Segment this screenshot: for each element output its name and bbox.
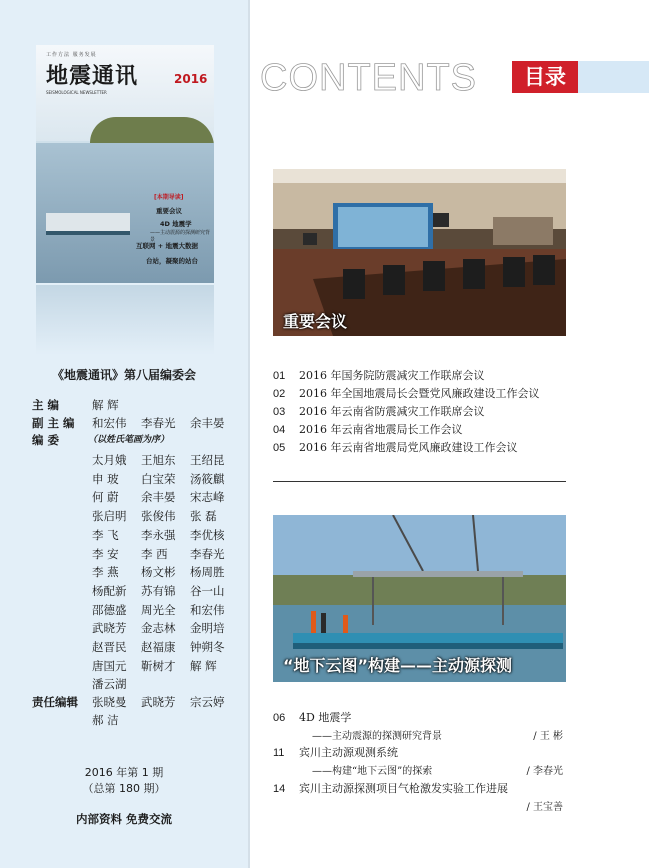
cover-english-title: SEISMOLOGICAL NEWSLETTER	[46, 90, 107, 95]
cover-item: 台站，凝聚的站台	[146, 257, 198, 265]
toc-page-number: 03	[273, 406, 286, 418]
committee-member: 杨周胜	[190, 565, 225, 580]
cover-title: 地震通讯	[46, 63, 139, 89]
toc-page-number: 01	[273, 370, 286, 382]
committee-member: 汤筱麒	[190, 471, 225, 486]
cover-guide-label: [本期导读]	[154, 194, 184, 201]
cover-reflection	[36, 285, 214, 355]
cover-item: 互联网 + 地震大数据	[136, 242, 198, 250]
members-label: 编 委	[32, 433, 60, 447]
toc-page-number: 02	[273, 388, 286, 400]
committee-member: 武晓芳	[92, 621, 127, 636]
committee-member: 杨配新	[92, 583, 127, 598]
cover-slogan: 工作方法 服务发展	[46, 52, 97, 58]
section-divider	[273, 481, 566, 482]
toc-item[interactable]	[273, 367, 485, 383]
toc-subtitle: ——构建“地下云图”的探索	[312, 766, 433, 777]
toc-author: / 王宝善	[526, 802, 563, 813]
committee-member: 王旭东	[141, 453, 176, 467]
magazine-cover	[36, 45, 214, 283]
toc-title: 2016 年国务院防震减灾工作联席会议	[299, 369, 485, 382]
toc-item[interactable]	[273, 744, 398, 760]
contents-heading: CONTENTS	[260, 57, 477, 99]
committee-member: 太月娥	[92, 453, 127, 467]
toc-page-number: 05	[273, 442, 286, 454]
committee-member: 张俊伟	[141, 509, 176, 524]
toc-page-number: 06	[273, 712, 286, 724]
chief-editor-label: 主 编	[32, 398, 60, 412]
committee-member: 赵福康	[141, 640, 176, 654]
toc-item[interactable]	[273, 385, 540, 401]
committee-member: 唐国元	[92, 658, 127, 673]
committee-member: 钟朔冬	[190, 640, 225, 654]
committee-member: 金志林	[141, 621, 176, 636]
deputy-editor: 李春光	[141, 416, 176, 430]
committee-member: 解 辉	[190, 658, 217, 673]
committee-member: 周光全	[141, 602, 176, 617]
responsible-editor: 武晓芳	[141, 695, 176, 709]
committee-member: 李 燕	[92, 565, 119, 580]
toc-title: 2016 年全国地震局长会暨党风廉政建设工作会议	[299, 387, 540, 400]
committee-member: 李春光	[190, 546, 225, 561]
toc-title: 2016 年云南省地震局党风廉政建设工作会议	[299, 441, 518, 454]
committee-member: 和宏伟	[190, 602, 225, 617]
toc-author: / 王 彬	[533, 731, 563, 742]
toc-title: 宾川主动源探测项目气枪激发实验工作进展	[299, 782, 508, 795]
meeting-photo	[273, 169, 566, 336]
toc-page-number: 14	[273, 783, 286, 795]
toc-item[interactable]	[273, 709, 351, 725]
committee-member: 李永强	[141, 527, 176, 542]
responsible-editor: 宗云婷	[190, 695, 225, 709]
cover-item: 4D 地震学	[160, 220, 192, 228]
toc-title: 4D 地震学	[299, 711, 352, 724]
members-note: （以姓氏笔画为序）	[88, 435, 170, 445]
deputy-editor: 余丰晏	[190, 416, 225, 430]
cover-boat	[46, 213, 130, 235]
toc-item[interactable]	[273, 403, 485, 419]
committee-member: 潘云湖	[92, 677, 127, 692]
cover-item: ——主动震源的探测研究背景	[150, 230, 211, 243]
committee-member: 张启明	[92, 509, 127, 524]
committee-member: 李 安	[92, 546, 119, 561]
toc-author: / 李春光	[526, 766, 563, 777]
section2-caption: “地下云图”构建——主动源探测	[283, 656, 513, 675]
committee-member: 李 西	[141, 546, 168, 561]
issue-total: （总第 180 期）	[82, 782, 166, 795]
cover-item: 重要会议	[156, 207, 182, 215]
committee-member: 余丰晏	[141, 490, 176, 505]
panel-divider	[248, 0, 250, 868]
committee-member: 苏有锦	[141, 583, 176, 598]
committee-member: 李优核	[190, 527, 225, 542]
deputy-editor: 和宏伟	[92, 416, 127, 430]
committee-member: 何 蔚	[92, 490, 119, 505]
committee-member: 白宝荣	[141, 471, 176, 486]
committee-member: 金明培	[190, 621, 225, 636]
committee-member: 杨文彬	[141, 565, 176, 580]
committee-member: 申 玻	[92, 471, 119, 486]
toc-item[interactable]	[273, 421, 463, 437]
airgun-photo	[273, 515, 566, 682]
toc-title: 宾川主动源观测系统	[299, 746, 398, 759]
issue-number: 2016 年第 1 期	[84, 766, 164, 779]
chief-editor: 解 辉	[92, 398, 119, 412]
section1-caption: 重要会议	[283, 312, 348, 331]
committee-member: 赵晋民	[92, 640, 127, 654]
committee-member: 邵德盛	[92, 602, 127, 617]
cover-year: 2016	[174, 72, 208, 86]
committee-member: 王绍昆	[190, 453, 225, 467]
header-band	[578, 61, 649, 93]
responsible-editor-label: 责任编辑	[32, 695, 78, 709]
committee-member: 宋志峰	[190, 490, 225, 505]
toc-subtitle: ——主动震源的探测研究背景	[312, 731, 442, 742]
toc-item[interactable]	[273, 780, 508, 796]
toc-page-number: 04	[273, 424, 286, 436]
toc-title: 2016 年云南省防震减灾工作联席会议	[299, 405, 485, 418]
committee-title: 《地震通讯》第八届编委会	[51, 368, 196, 382]
deputy-editor-label: 副 主 编	[32, 416, 75, 430]
committee-member: 靳树才	[141, 658, 176, 673]
toc-page-number: 11	[273, 747, 285, 759]
mulu-badge: 目录	[512, 61, 578, 93]
toc-item[interactable]	[273, 439, 518, 455]
toc-title: 2016 年云南省地震局长工作会议	[299, 423, 463, 436]
committee-member: 张 磊	[190, 509, 217, 524]
committee-member: 李 飞	[92, 527, 119, 542]
committee-member: 谷一山	[190, 583, 225, 598]
responsible-editor: 郝 洁	[92, 713, 119, 727]
responsible-editor: 张晓曼	[92, 695, 127, 709]
distribution-note: 内部资料 免费交流	[75, 812, 172, 826]
